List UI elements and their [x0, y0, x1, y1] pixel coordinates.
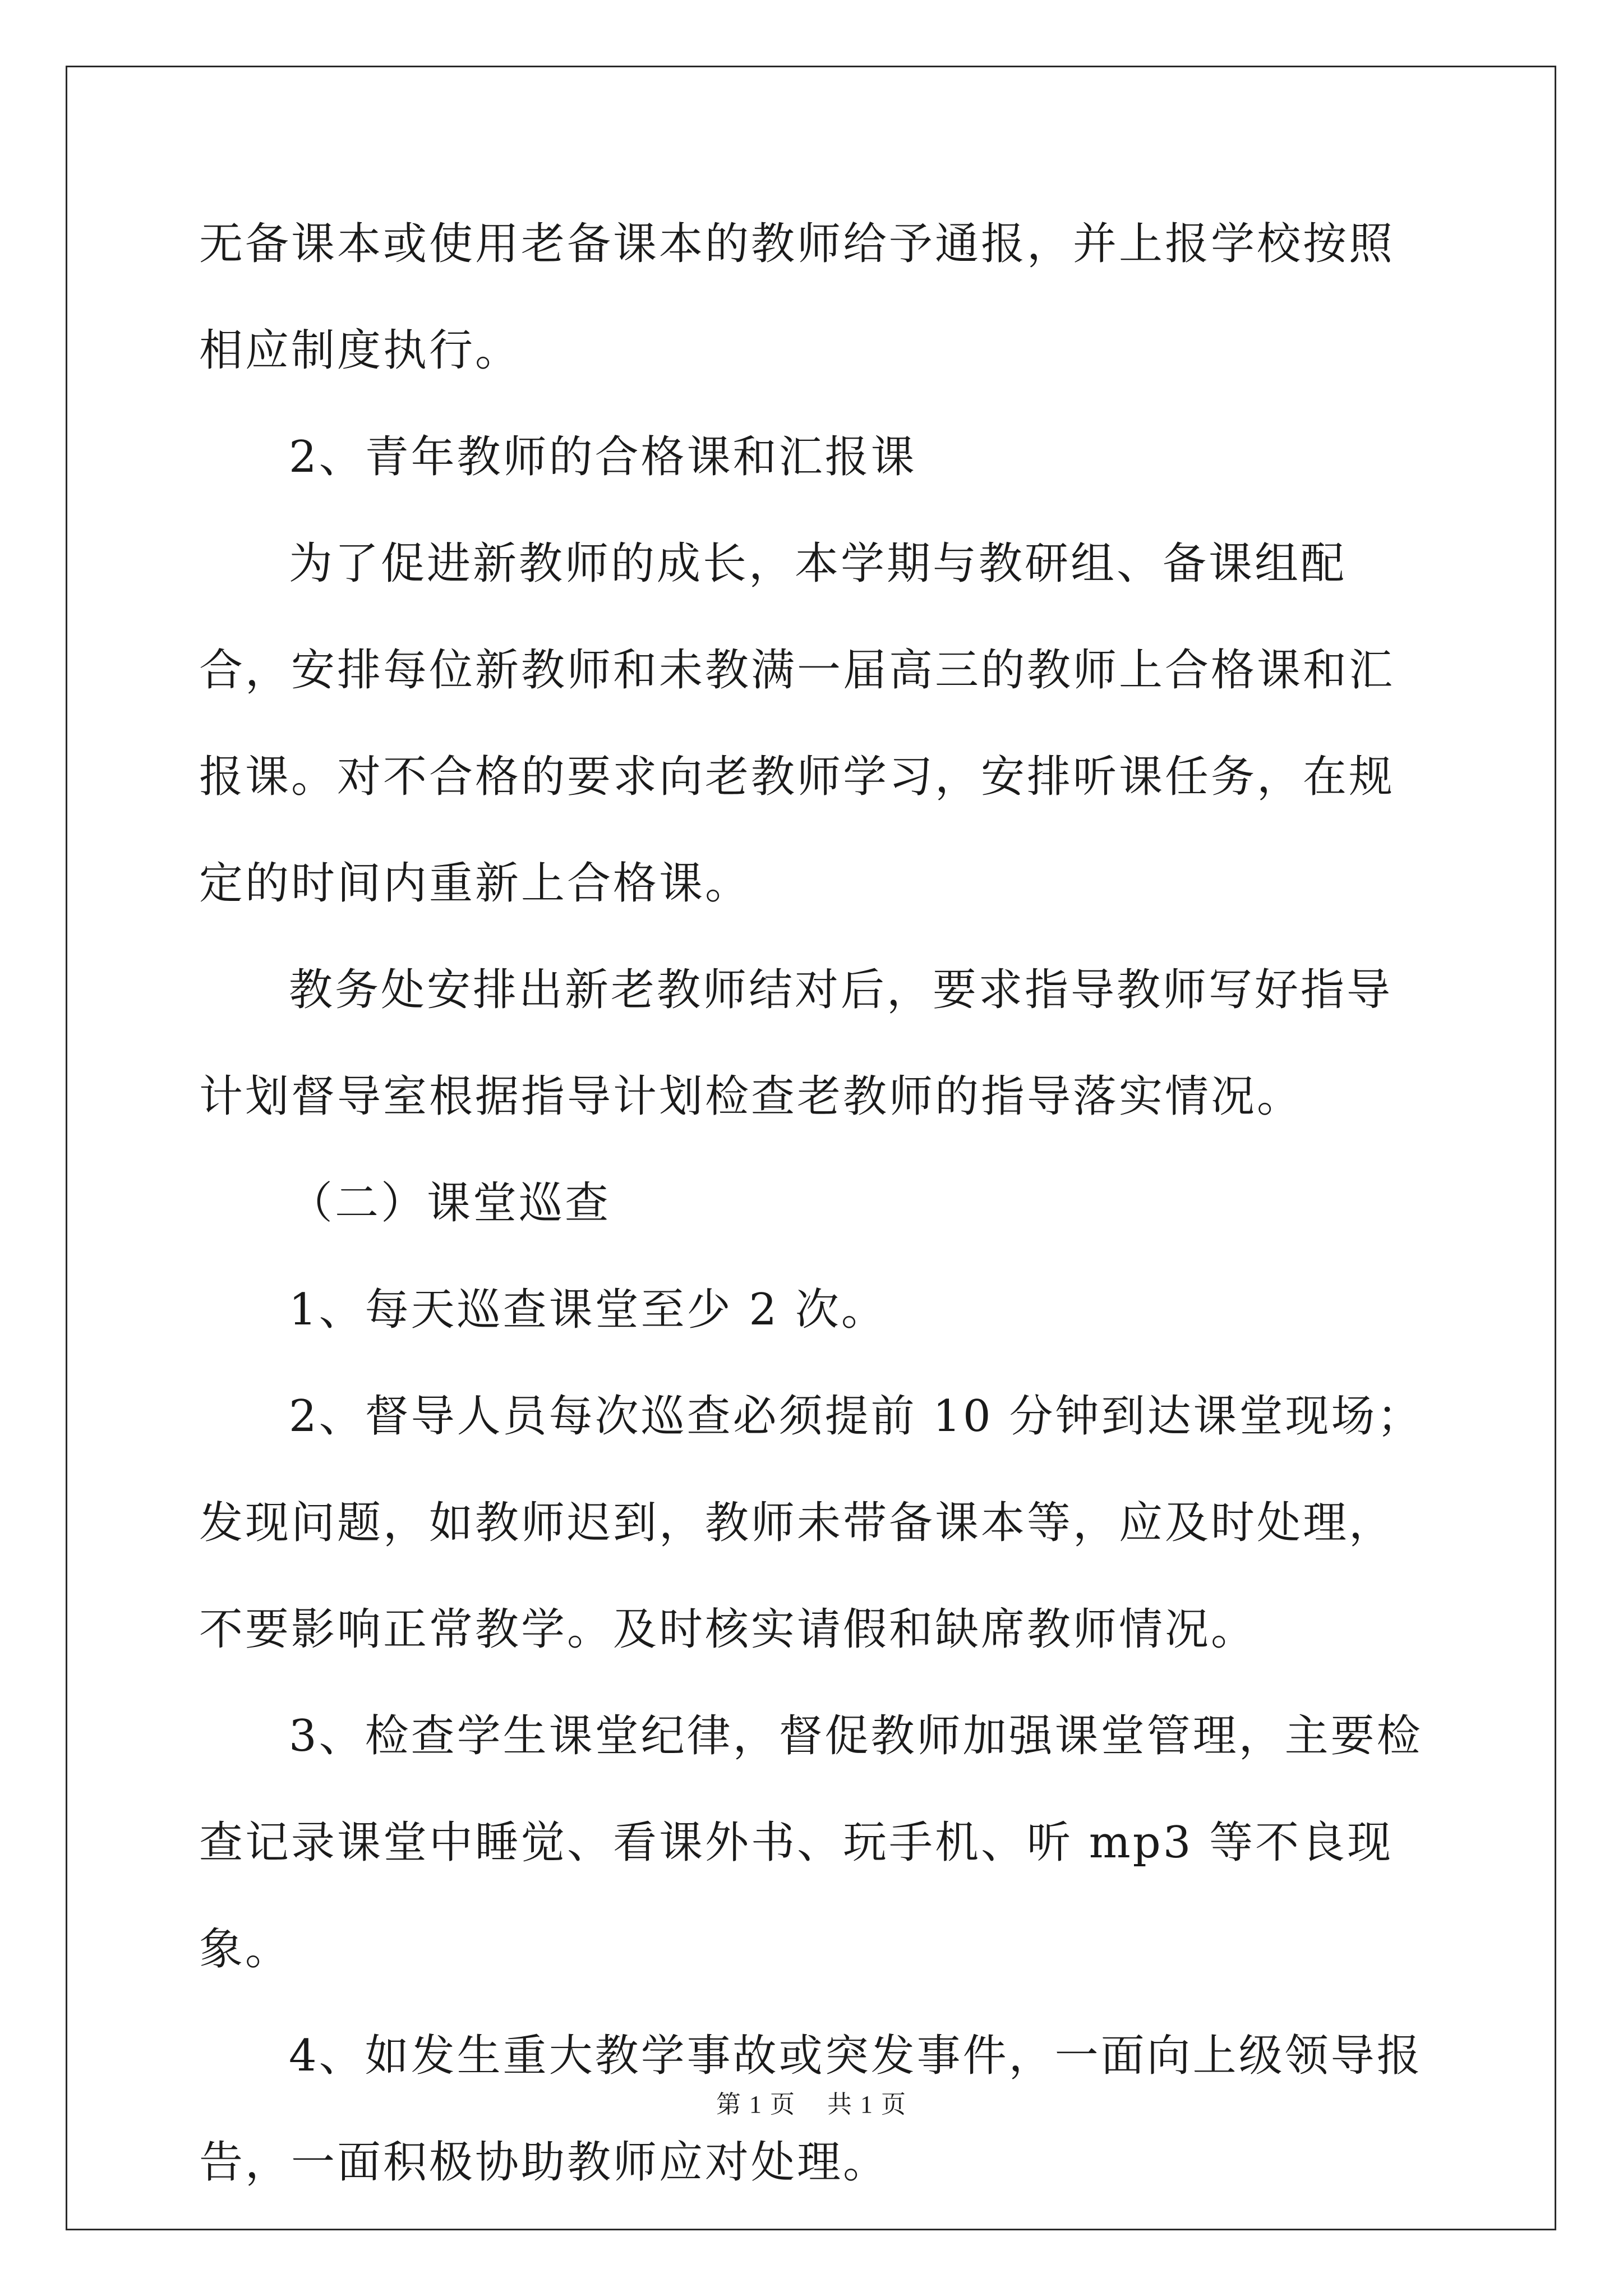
section-heading: （二）课堂巡查 — [289, 1178, 611, 1228]
page-count: 共 1 页 — [827, 2091, 907, 2118]
page-number: 第 1 页 — [716, 2091, 796, 2118]
paragraph: 无备课本或使用老备课本的教师给予通报，并上报学校按照相应制度执行。 — [199, 219, 1395, 376]
list-item: 1、每天巡查课堂至少 2 次。 — [289, 1285, 887, 1335]
section-heading: 2、青年教师的合格课和汇报课 — [289, 432, 917, 482]
document-body — [199, 191, 1433, 2216]
paragraph: 教务处安排出新老教师结对后，要求指导教师写好指导计划督导室根据指导计划检查老教师的指导落实情况。 — [199, 965, 1393, 1122]
list-item: 2、督导人员每次巡查必须提前 10 分钟到达课堂现场；发现问题，如教师迟到，教师未带备课本等，应及时处理，不要影响正常教学。及时核实请假和缺席教师情况。 — [199, 1391, 1423, 1655]
list-item: 3、检查学生课堂纪律，督促教师加强课堂管理，主要检查记录课堂中睡觉、看课外书、玩手机、听 mp3 等不良现象。 — [199, 1711, 1423, 1975]
paragraph: 为了促进新教师的成长，本学期与教研组、备课组配合，安排每位新教师和未教满一届高三的教师上合格课和汇报课。对不合格的要求向老教师学习，安排听课任务，在规定的时间内重新上合格课。 — [199, 539, 1395, 909]
list-item: 4、如发生重大教学事故或突发事件，一面向上级领导报告，一面积极协助教师应对处理。 — [199, 2031, 1423, 2188]
page-footer — [0, 2088, 1623, 2122]
